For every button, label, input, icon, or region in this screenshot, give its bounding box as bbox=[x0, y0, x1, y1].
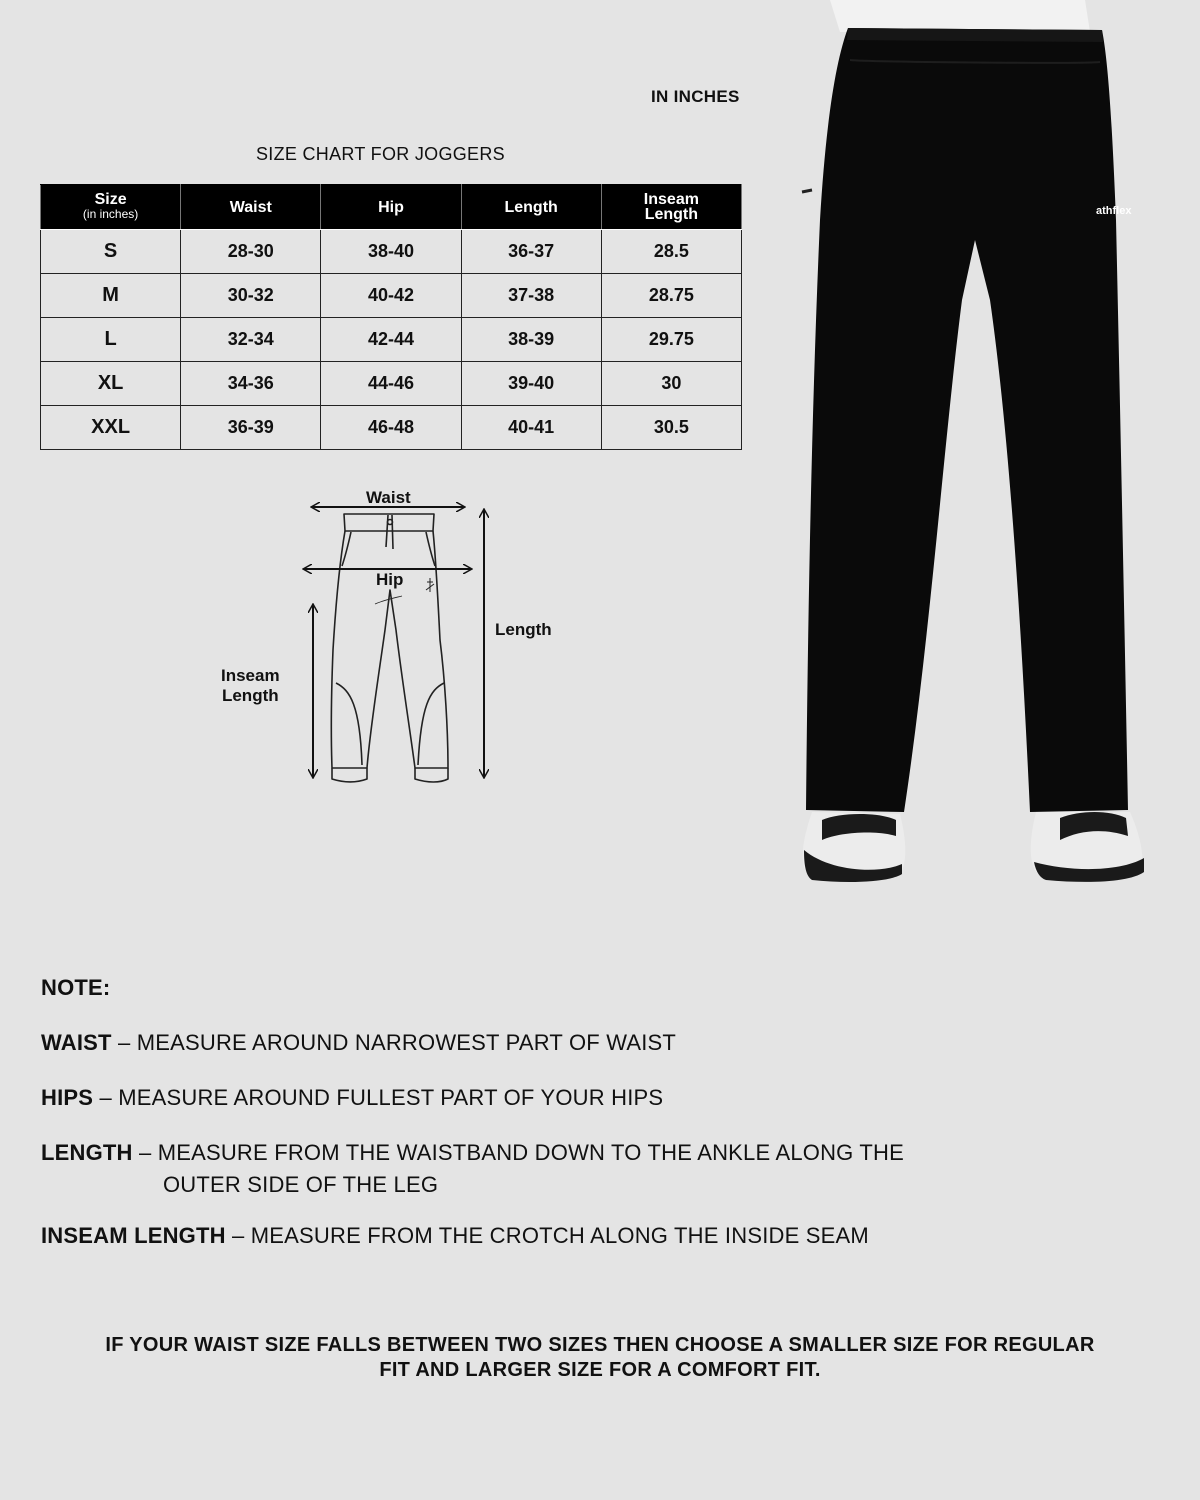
length-cell: 38-39 bbox=[461, 318, 601, 362]
size-cell: S bbox=[41, 230, 181, 274]
waist-cell: 36-39 bbox=[181, 406, 321, 450]
length-cell: 39-40 bbox=[461, 362, 601, 406]
waist-label: Waist bbox=[366, 488, 411, 507]
brand-logo: athflex bbox=[1096, 205, 1132, 217]
size-cell: XXL bbox=[41, 406, 181, 450]
left-shoe-icon bbox=[803, 812, 906, 882]
pants-shape bbox=[806, 28, 1128, 812]
hip-cell: 40-42 bbox=[321, 274, 461, 318]
hip-cell: 46-48 bbox=[321, 406, 461, 450]
length-cell: 37-38 bbox=[461, 274, 601, 318]
pants-sketch-icon bbox=[331, 514, 448, 782]
chart-title: SIZE CHART FOR JOGGERS bbox=[256, 144, 505, 164]
hip-cell: 44-46 bbox=[321, 362, 461, 406]
header-size: Size (in inches) bbox=[41, 185, 181, 230]
waist-cell: 34-36 bbox=[181, 362, 321, 406]
hip-cell: 42-44 bbox=[321, 318, 461, 362]
note-length: LENGTH – MEASURE FROM THE WAISTBAND DOWN TO THE ANKLE ALONG THE OUTER SIDE OF THE LEG bbox=[41, 1140, 904, 1197]
hip-label: Hip bbox=[376, 570, 404, 589]
notes-heading: NOTE: bbox=[41, 975, 111, 1000]
shirt-shape bbox=[830, 0, 1090, 32]
size-cell: L bbox=[41, 318, 181, 362]
units-label: IN INCHES bbox=[651, 87, 740, 106]
header-hip: Hip bbox=[321, 185, 461, 230]
inseam-cell: 29.75 bbox=[601, 318, 741, 362]
note-hips: HIPS – MEASURE AROUND FULLEST PART OF YOUR HIPS bbox=[41, 1085, 664, 1110]
inseam-cell: 30 bbox=[601, 362, 741, 406]
waist-cell: 32-34 bbox=[181, 318, 321, 362]
inseam-cell: 28.75 bbox=[601, 274, 741, 318]
waist-cell: 28-30 bbox=[181, 230, 321, 274]
note-waist: WAIST – MEASURE AROUND NARROWEST PART OF WAIST bbox=[41, 1030, 677, 1055]
right-shoe-icon bbox=[1031, 812, 1144, 882]
measurement-diagram bbox=[0, 0, 700, 800]
note-inseam-length: INSEAM LENGTH – MEASURE FROM THE CROTCH ALONG THE INSIDE SEAM bbox=[41, 1223, 869, 1248]
length-cell: 40-41 bbox=[461, 406, 601, 450]
length-cell: 36-37 bbox=[461, 230, 601, 274]
waist-cell: 30-32 bbox=[181, 274, 321, 318]
inseam-length-label: Inseam Length bbox=[221, 666, 280, 705]
size-cell: XL bbox=[41, 362, 181, 406]
hip-cell: 38-40 bbox=[321, 230, 461, 274]
product-photo bbox=[760, 0, 1200, 900]
length-label: Length bbox=[495, 620, 552, 639]
header-inseam-length: Inseam Length bbox=[601, 185, 741, 230]
size-cell: M bbox=[41, 274, 181, 318]
inseam-cell: 28.5 bbox=[601, 230, 741, 274]
header-waist: Waist bbox=[181, 185, 321, 230]
fit-advice: IF YOUR WAIST SIZE FALLS BETWEEN TWO SIZES THEN CHOOSE A SMALLER SIZE FOR REGULAR FIT AND LARGER SIZE FOR A COMFORT FIT. bbox=[105, 1334, 1095, 1381]
inseam-cell: 30.5 bbox=[601, 406, 741, 450]
header-length: Length bbox=[461, 185, 601, 230]
